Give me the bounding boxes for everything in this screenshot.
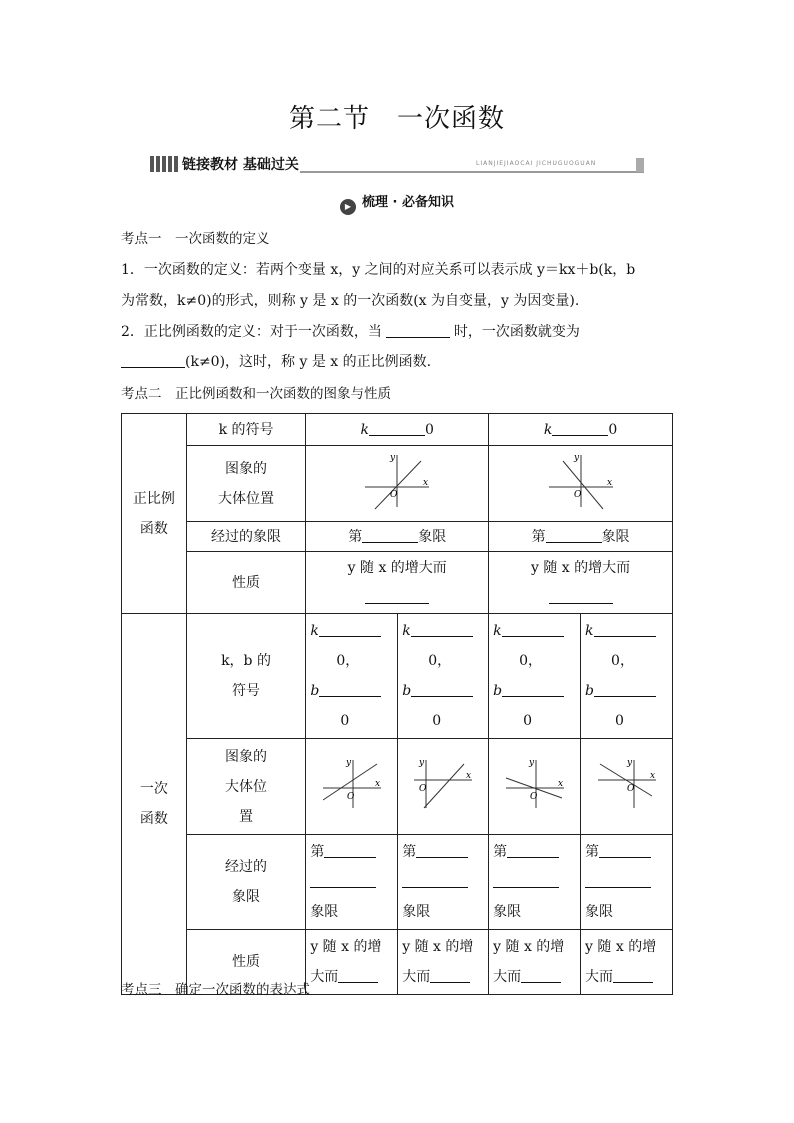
k-letter: k: [585, 623, 594, 639]
property-text: y 随 x 的增: [310, 939, 382, 955]
definition-1-line2: 为常数，k≠0)的形式，则称 y 是 x 的一次函数(x 为自变量，y 为因变量).: [121, 293, 580, 309]
banner-subtitle: LIANJIEJIAOCAI JICHUGUOGUAN: [476, 160, 597, 167]
kb-sign-cell-4: [581, 614, 673, 739]
property-text: 大而: [402, 969, 431, 985]
fill-blank[interactable]: [324, 844, 376, 858]
fill-blank[interactable]: [552, 422, 608, 436]
kb-sign-label: k，b 的 符号: [186, 614, 306, 739]
kb-sign-cell-3: [489, 614, 581, 739]
property-text: y 随 x 的增: [585, 939, 657, 955]
graph-linear-k-neg-b-neg: [594, 756, 660, 812]
fill-blank[interactable]: [502, 683, 564, 697]
fill-blank-1[interactable]: [386, 324, 450, 338]
origin-label: O: [390, 489, 398, 500]
origin-label: O: [626, 783, 634, 794]
property-text: y 随 x 的增大而: [347, 559, 447, 576]
zero-text: 0: [425, 421, 434, 438]
banner-text: 链接教材 基础过关: [182, 157, 299, 173]
section-3-title: 考点三 确定一次函数的表达式: [121, 982, 310, 998]
zero-text: 0: [615, 713, 624, 729]
section-banner: [150, 154, 644, 174]
axis-y-label: y: [528, 757, 534, 768]
zero-text: 0，: [611, 653, 634, 669]
b-letter: b: [493, 683, 503, 699]
axis-x-label: x: [374, 778, 380, 789]
definition-2-line2: [121, 352, 681, 372]
property-text: y 随 x 的增大而: [530, 559, 631, 576]
zero-text: 0: [340, 713, 350, 729]
fill-blank[interactable]: [402, 874, 468, 888]
property-text: y 随 x 的增: [402, 939, 474, 955]
axis-x-label: x: [649, 770, 655, 781]
quadrant-cell-linear-1: [306, 835, 398, 930]
zero-text: 0: [432, 713, 442, 729]
section-2-title: 考点二 正比例函数和一次函数的图象与性质: [121, 386, 391, 402]
xiangxian-text: 象限: [418, 528, 447, 545]
property-cell-1: [306, 552, 489, 614]
property-cell-2: [489, 552, 673, 614]
definition-2-part-a: 2．正比例函数的定义：对于一次函数，当: [121, 324, 382, 340]
property-text: 大而: [585, 969, 614, 985]
k-letter: k: [360, 421, 369, 438]
graph-linear-k-neg-b-pos: [502, 756, 568, 812]
xiangxian-text: 象限: [601, 528, 630, 545]
graph-proportional-decreasing: [541, 451, 621, 511]
k-letter: k: [310, 623, 319, 639]
quadrant-cell-linear-3: [489, 835, 581, 930]
axis-y-label: y: [345, 757, 351, 768]
fill-blank[interactable]: [502, 623, 564, 637]
fill-blank[interactable]: [549, 590, 613, 604]
b-letter: b: [585, 683, 595, 699]
fill-blank[interactable]: [338, 969, 378, 983]
b-letter: b: [402, 683, 412, 699]
zero-text: 0: [608, 421, 618, 438]
axis-x-label: x: [606, 477, 612, 488]
zero-text: 0: [523, 713, 533, 729]
axis-y-label: y: [390, 452, 396, 463]
di-text: 第: [493, 844, 508, 860]
fill-blank[interactable]: [365, 590, 429, 604]
di-text: 第: [348, 528, 363, 545]
fill-blank[interactable]: [416, 844, 468, 858]
fill-blank[interactable]: [319, 683, 381, 697]
property-cell-linear-2: [398, 930, 489, 995]
definition-1-line1: 1．一次函数的定义：若两个变量 x，y 之间的对应关系可以表示成 y＝kx＋b(k，b: [121, 262, 636, 278]
linear-group-label: 一次 函数: [122, 614, 187, 995]
graph-cell-linear-2: [398, 739, 489, 835]
graph-cell-increasing: [306, 446, 489, 522]
fill-blank[interactable]: [319, 623, 381, 637]
property-text: 大而: [493, 969, 522, 985]
subheading: [0, 191, 794, 215]
xiangxian-text: 象限: [585, 904, 614, 920]
di-text: 第: [531, 528, 546, 545]
k-letter: k: [402, 623, 411, 639]
zero-text: 0，: [336, 653, 360, 669]
property-text: y 随 x 的增: [493, 939, 565, 955]
graph-position-label: 图象的 大体位置: [186, 446, 306, 522]
b-letter: b: [310, 683, 320, 699]
graph-cell-linear-1: [306, 739, 398, 835]
function-properties-table: [121, 413, 673, 995]
di-text: 第: [585, 844, 600, 860]
origin-label: O: [419, 783, 427, 794]
k-letter: k: [493, 623, 502, 639]
property-cell-linear-1: [306, 930, 398, 995]
definition-2-part-c: (k≠0)，这时，称 y 是 x 的正比例函数.: [185, 354, 432, 370]
axis-y-label: y: [626, 757, 632, 768]
section-1-title: 考点一 一次函数的定义: [121, 231, 270, 247]
xiangxian-text: 象限: [402, 904, 431, 920]
fill-blank-2[interactable]: [121, 354, 185, 368]
axis-x-label: x: [466, 770, 472, 781]
fill-blank[interactable]: [507, 844, 559, 858]
axis-y-label: y: [573, 452, 579, 463]
property-cell-linear-4: [581, 930, 673, 995]
fill-blank[interactable]: [594, 623, 656, 637]
quadrant-cell-1: [306, 522, 489, 552]
definition-2-line1: [121, 322, 681, 342]
property-label: 性质: [186, 552, 306, 614]
fill-blank[interactable]: [411, 623, 473, 637]
origin-label: O: [529, 791, 537, 802]
zero-text: 0，: [428, 653, 452, 669]
quadrant-cell-linear-2: [398, 835, 489, 930]
fill-blank[interactable]: [411, 683, 473, 697]
axis-y-label: y: [419, 757, 425, 768]
k-sign-label: k 的符号: [186, 414, 306, 446]
fill-blank[interactable]: [546, 529, 602, 543]
play-icon: ▶: [340, 199, 356, 215]
fill-blank[interactable]: [369, 422, 425, 436]
property-cell-linear-3: [489, 930, 581, 995]
quadrant-label: 经过的象限: [186, 522, 306, 552]
subheading-text: 梳理 · 必备知识: [362, 195, 454, 210]
di-text: 第: [310, 844, 325, 860]
axis-x-label: x: [423, 477, 429, 488]
fill-blank[interactable]: [430, 969, 470, 983]
graph-cell-decreasing: [489, 446, 673, 522]
zero-text: 0，: [519, 653, 543, 669]
graph-linear-k-pos-b-pos: [319, 756, 385, 812]
axis-x-label: x: [557, 778, 563, 789]
kb-sign-cell-1: [306, 614, 398, 739]
banner-end: [636, 158, 644, 172]
property-label-2: 性质: [186, 930, 306, 995]
fill-blank[interactable]: [493, 874, 559, 888]
fill-blank[interactable]: [362, 529, 418, 543]
k-letter: k: [543, 421, 553, 438]
banner-bars: [150, 156, 178, 172]
fill-blank[interactable]: [521, 969, 561, 983]
fill-blank[interactable]: [594, 683, 656, 697]
fill-blank[interactable]: [585, 874, 651, 888]
graph-linear-k-pos-b-neg: [410, 756, 476, 812]
proportional-group-label: 正比例 函数: [122, 414, 187, 614]
banner-line: [300, 171, 644, 173]
graph-position-label-2: 图象的 大体位 置: [186, 739, 306, 835]
k-sign-cell-1: [306, 414, 489, 446]
quadrant-cell-2: [489, 522, 673, 552]
fill-blank[interactable]: [310, 874, 376, 888]
quadrant-cell-linear-4: [581, 835, 673, 930]
origin-label: O: [346, 791, 355, 802]
graph-cell-linear-4: [581, 739, 673, 835]
property-text: 大而: [310, 969, 339, 985]
xiangxian-text: 象限: [493, 904, 522, 920]
k-sign-cell-2: [489, 414, 673, 446]
fill-blank[interactable]: [613, 969, 653, 983]
definition-2-part-b: 时，一次函数就变为: [453, 324, 580, 340]
fill-blank[interactable]: [599, 844, 651, 858]
xiangxian-text: 象限: [310, 904, 339, 920]
graph-proportional-increasing: [357, 451, 437, 511]
di-text: 第: [402, 844, 417, 860]
origin-label: O: [573, 489, 581, 500]
quadrant-label-2: 经过的 象限: [186, 835, 306, 930]
graph-cell-linear-3: [489, 739, 581, 835]
kb-sign-cell-2: [398, 614, 489, 739]
page-title: 第二节 一次函数: [288, 104, 505, 134]
